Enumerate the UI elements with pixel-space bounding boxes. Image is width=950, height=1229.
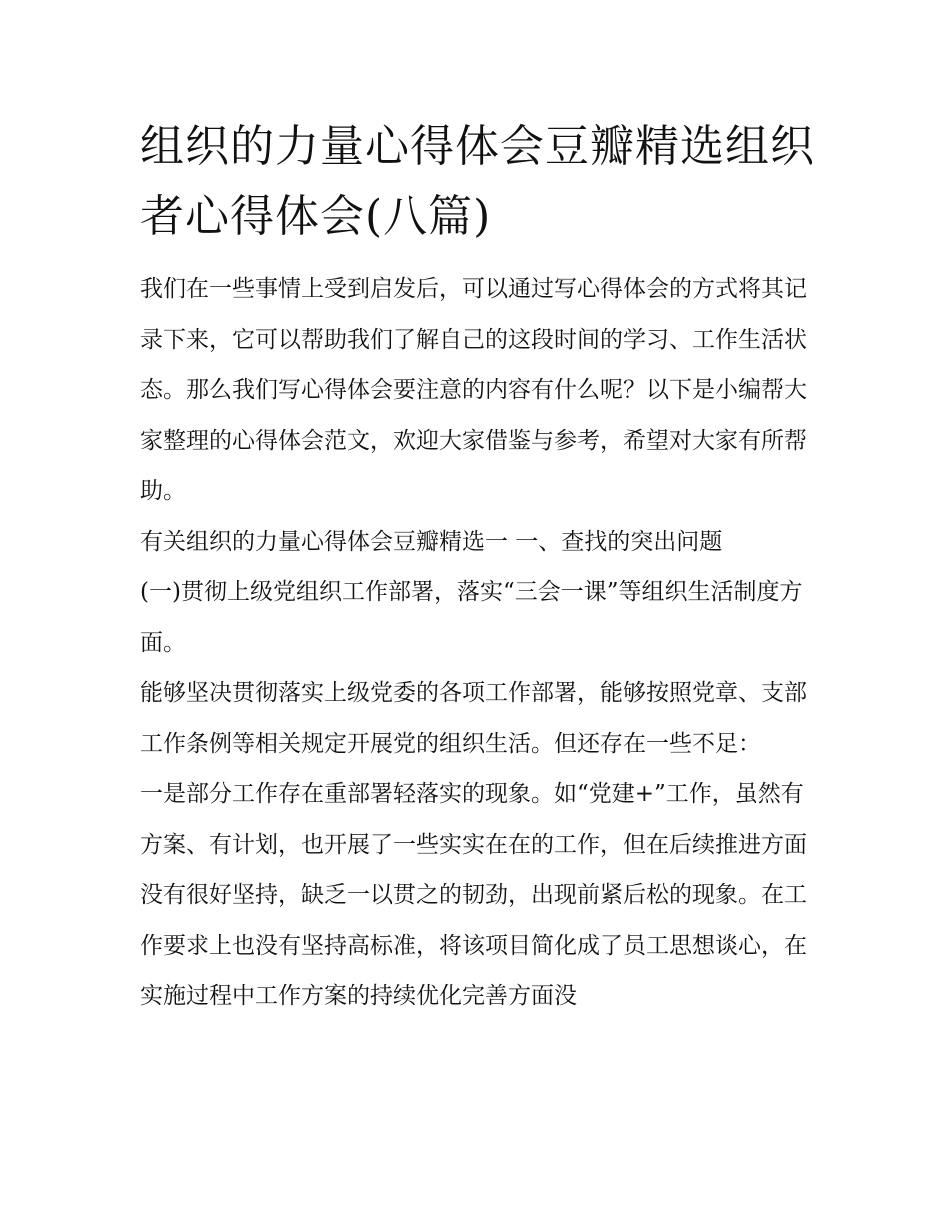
body-paragraph: 能够坚决贯彻落实上级党委的各项工作部署，能够按照党章、支部工作条例等相关规定开展党的组织生活。但还存在一些不足：	[140, 680, 807, 757]
document-body	[140, 112, 820, 1022]
intro-paragraph: 我们在一些事情上受到启发后，可以通过写心得体会的方式将其记录下来，它可以帮助我们了解自己的这段时间的学习、工作生活状态。那么我们写心得体会要注意的内容有什么呢？以下是小编帮大家整理的心得体会范文，欢迎大家借鉴与参考，希望对大家有所帮助。	[140, 276, 807, 504]
document-title: 组织的力量心得体会豆瓣精选组织者心得体会(八篇)	[140, 121, 815, 242]
subsection-heading: (一)贯彻上级党组织工作部署，落实“三会一课”等组织生活制度方面。	[140, 579, 803, 656]
section-heading: 有关组织的力量心得体会豆瓣精选一 一、查找的突出问题	[140, 528, 723, 555]
body-paragraph: 一是部分工作存在重部署轻落实的现象。如“党建+”工作，虽然有方案、有计划，也开展了一些实实在在的工作，但在后续推进方面没有很好坚持，缺乏一以贯之的韧劲，出现前紧后松的现象。在工作要求上也没有坚持高标准，将该项目简化成了员工思想谈心，在实施过程中工作方案的持续优化完善方面没	[140, 781, 807, 1009]
